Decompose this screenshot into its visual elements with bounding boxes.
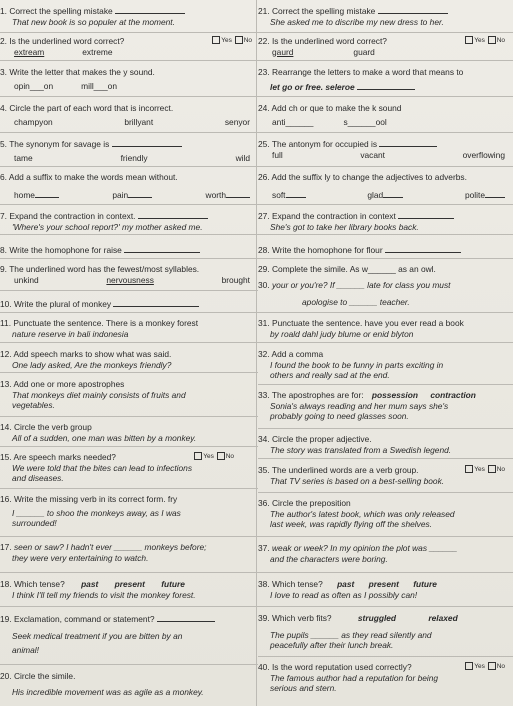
q-sentence: and diseases. — [12, 473, 64, 483]
q-text: Circle the part of each word that is incorrect. — [9, 103, 174, 113]
q-sentence: probably going to need glasses soon. — [270, 411, 409, 421]
q-text: Is the word reputation used correctly? — [271, 662, 412, 672]
q-text: Which tense? — [13, 579, 65, 589]
q-number: 15. — [0, 452, 12, 462]
yes-checkbox[interactable] — [194, 452, 202, 460]
q-text: Write the missing verb in its correct form. fry — [13, 494, 178, 504]
q-number: 26. — [258, 172, 270, 182]
no-checkbox[interactable] — [235, 36, 243, 44]
answer-blank[interactable] — [286, 189, 306, 198]
q-sentence: nature reserve in bali indonesia — [12, 328, 129, 339]
answer-blank[interactable] — [124, 244, 200, 253]
q-sentence: vegetables. — [12, 400, 55, 410]
no-checkbox[interactable] — [488, 36, 496, 44]
q-number: 27. — [258, 211, 270, 221]
q-number: 14. — [0, 422, 12, 432]
answer-blank[interactable] — [379, 138, 437, 147]
no-label: No — [496, 663, 505, 670]
option-possession[interactable]: possession — [371, 390, 418, 400]
q-number: 38. — [258, 579, 270, 589]
question-36 — [258, 492, 513, 530]
q-sentence: I ______ to shoo the monkeys away, as I was — [12, 507, 181, 518]
question-29 — [258, 258, 513, 275]
q-number: 22. — [258, 36, 270, 46]
q-number: 25. — [258, 139, 270, 149]
yes-checkbox[interactable] — [212, 36, 220, 44]
q-sentence: The famous author had a reputation for being — [270, 672, 439, 683]
q-number: 2. — [0, 36, 7, 46]
answer-blank[interactable] — [398, 210, 454, 219]
underlined-word: extream — [14, 46, 45, 57]
q-text: Exclamation, command or statement? — [13, 614, 155, 624]
question-33 — [258, 384, 513, 422]
word-option[interactable]: tame — [14, 152, 33, 163]
question-37 — [258, 536, 513, 564]
stem-word: glad — [367, 189, 384, 200]
question-17 — [0, 536, 258, 563]
q-sentence: let go or free. seleroe — [270, 81, 355, 92]
q-sentence: The pupils ______ as they read silently and — [270, 629, 432, 640]
question-8 — [0, 234, 258, 256]
q-sentence: She's got to take her library books back. — [270, 221, 419, 232]
question-35 — [258, 458, 513, 486]
word-option[interactable]: brought — [221, 274, 250, 285]
tense-option[interactable]: future — [161, 579, 185, 589]
q-sentence: apologise to ______ teacher. — [302, 296, 410, 307]
yes-label: Yes — [474, 663, 485, 670]
q-sentence: by roald dahl judy blume or enid blyton — [270, 328, 414, 339]
q-sentence: We were told that the bites can lead to infections — [12, 462, 193, 473]
question-1 — [0, 5, 258, 27]
question-15 — [0, 446, 258, 484]
q-number: 17. — [0, 542, 12, 552]
q-number: 39. — [258, 613, 270, 623]
q-text: Add ch or que to make the k sound — [271, 103, 402, 113]
tense-option[interactable]: past — [81, 579, 99, 589]
stem-word: worth — [205, 189, 226, 200]
question-27 — [258, 204, 513, 232]
yes-no-choice — [464, 465, 505, 476]
q-number: 20. — [0, 671, 12, 681]
tense-option[interactable]: present — [114, 579, 145, 589]
question-11 — [0, 312, 258, 339]
question-12 — [0, 342, 258, 370]
underlined-word: gaurd — [272, 46, 294, 57]
no-label: No — [225, 453, 234, 460]
word-gap: anti______ — [272, 116, 314, 127]
q-number: 3. — [0, 67, 7, 77]
no-checkbox[interactable] — [488, 662, 496, 670]
answer-blank[interactable] — [378, 5, 448, 14]
question-20 — [0, 664, 258, 697]
word-gap: mill___on — [81, 80, 117, 91]
q-text: Correct the spelling mistake — [271, 6, 376, 16]
q-text: Add speech marks to show what was said. — [13, 349, 172, 359]
question-16 — [0, 488, 258, 529]
q-text: The underlined word has the fewest/most syllables. — [9, 264, 200, 274]
yes-label: Yes — [221, 37, 232, 44]
q-text: Add a suffix to make the words mean without. — [8, 172, 178, 182]
q-number: 24. — [258, 103, 270, 113]
q-sentence: The author's latest book, which was only released — [270, 508, 455, 519]
q-text: Correct the spelling mistake — [9, 6, 113, 16]
word-gap: s______ool — [343, 116, 387, 127]
q-text: Write the homophone for raise — [9, 245, 122, 255]
question-21 — [258, 5, 513, 27]
question-7 — [0, 204, 258, 232]
answer-blank[interactable] — [385, 244, 461, 253]
stem-word: soft — [272, 189, 286, 200]
q-number: 4. — [0, 103, 7, 113]
word-option[interactable]: friendly — [120, 152, 148, 163]
q-number: 28. — [258, 245, 270, 255]
q-text: Add the suffix ly to change the adjectives to adverbs. — [271, 172, 467, 182]
q-text: Circle the verb group — [13, 422, 92, 432]
question-22 — [258, 32, 513, 57]
q-number: 13. — [0, 379, 12, 389]
word-option[interactable]: nervousness — [106, 274, 154, 285]
q-number: 40. — [258, 662, 270, 672]
yes-checkbox[interactable] — [465, 36, 473, 44]
answer-blank[interactable] — [357, 81, 415, 90]
yes-label: Yes — [474, 466, 485, 473]
answer-blank[interactable] — [35, 189, 59, 198]
q-number: 21. — [258, 6, 270, 16]
q-sentence: I love to read as often as I possibly can! — [270, 589, 418, 600]
word-option[interactable]: senyor — [224, 116, 250, 127]
question-26 — [258, 166, 513, 200]
q-sentence: surrounded! — [12, 518, 57, 528]
answer-blank[interactable] — [115, 5, 185, 14]
q-text: your or you're? If ______ late for class you must — [271, 280, 451, 290]
no-label: No — [496, 466, 505, 473]
question-31 — [258, 312, 513, 339]
alt-word: guard — [353, 46, 375, 57]
q-text: Rearrange the letters to make a word that means to — [271, 67, 464, 77]
question-9 — [0, 258, 258, 285]
q-text: Is the underlined word correct? — [9, 36, 125, 46]
question-6 — [0, 166, 258, 200]
q-sentence: That new book is so populer at the moment. — [12, 16, 175, 27]
question-30 — [258, 280, 513, 307]
question-10 — [0, 290, 258, 310]
q-text: Write the letter that makes the y sound. — [9, 67, 155, 77]
q-number: 5. — [0, 139, 7, 149]
q-number: 36. — [258, 498, 270, 508]
q-number: 30. — [258, 280, 270, 290]
q-sentence: I found the book to be funny in parts exciting in — [270, 359, 444, 370]
word-option[interactable]: brillyant — [124, 116, 154, 127]
q-number: 10. — [0, 299, 12, 309]
question-4 — [0, 96, 258, 127]
question-38 — [258, 572, 513, 600]
question-3 — [0, 60, 258, 91]
q-sentence: Sonia's always reading and her mum says she's — [270, 400, 449, 411]
q-text: Expand the contraction in context — [271, 211, 396, 221]
q-number: 12. — [0, 349, 12, 359]
tense-option[interactable]: present — [368, 579, 399, 589]
q-number: 35. — [258, 465, 270, 475]
q-sentence: That monkeys diet mainly consists of fruits and — [12, 389, 186, 400]
q-sentence: That TV series is based on a best-selling book. — [270, 475, 445, 486]
question-28 — [258, 234, 513, 256]
q-sentence: 'Where's your school report?' my mother asked me. — [12, 221, 203, 232]
question-18 — [0, 572, 258, 600]
q-text: The underlined words are a verb group. — [271, 465, 419, 475]
question-32 — [258, 342, 513, 381]
q-text: Which tense? — [271, 579, 323, 589]
no-checkbox[interactable] — [217, 452, 225, 460]
q-sentence: animal! — [12, 645, 39, 655]
tense-option[interactable]: past — [337, 579, 355, 589]
word-gap: opin___on — [14, 80, 54, 91]
q-number: 31. — [258, 318, 270, 328]
column-divider — [256, 0, 257, 706]
question-34 — [258, 428, 513, 455]
q-number: 16. — [0, 494, 12, 504]
q-sentence: The story was translated from a Swedish legend. — [270, 444, 452, 455]
answer-blank[interactable] — [157, 613, 215, 622]
answer-blank[interactable] — [138, 210, 208, 219]
q-sentence: they were very entertaining to watch. — [12, 552, 149, 563]
stem-word: polite — [464, 189, 485, 200]
question-13 — [0, 372, 258, 411]
word-option[interactable]: vacant — [360, 149, 386, 160]
question-19 — [0, 606, 258, 656]
verb-option[interactable]: struggled — [357, 613, 397, 623]
answer-blank[interactable] — [113, 298, 199, 307]
stem-word: pain — [112, 189, 129, 200]
q-text: Punctuate the sentence. There is a monkey forest — [13, 318, 199, 328]
no-label: No — [243, 37, 252, 44]
q-sentence: peacefully after their lunch break. — [270, 640, 394, 650]
q-text: Circle the preposition — [271, 498, 351, 508]
yes-no-choice — [193, 452, 234, 463]
alt-word: extreme — [82, 46, 113, 57]
q-sentence: I think I'll tell my friends to visit the monkey forest. — [12, 589, 196, 600]
q-sentence: serious and stern. — [270, 683, 337, 693]
q-sentence: All of a sudden, one man was bitten by a monkey. — [12, 432, 197, 443]
q-sentence: His incredible movement was as agile as a monkey. — [12, 686, 204, 697]
q-number: 11. — [0, 318, 12, 328]
q-text: Punctuate the sentence. have you ever read a book — [271, 318, 464, 328]
question-5 — [0, 132, 258, 163]
answer-blank[interactable] — [128, 189, 152, 198]
q-number: 19. — [0, 614, 12, 624]
question-39 — [258, 606, 513, 651]
question-14 — [0, 416, 258, 443]
q-number: 1. — [0, 6, 7, 16]
q-number: 7. — [0, 211, 7, 221]
q-number: 8. — [0, 245, 7, 255]
question-24 — [258, 96, 513, 127]
answer-blank[interactable] — [485, 189, 505, 198]
q-text: Is the underlined word correct? — [271, 36, 387, 46]
yes-checkbox[interactable] — [465, 662, 473, 670]
yes-checkbox[interactable] — [465, 465, 473, 473]
word-option[interactable]: unkind — [14, 274, 39, 285]
q-sentence: One lady asked, Are the monkeys friendly? — [12, 359, 172, 370]
word-option[interactable]: overflowing — [462, 149, 505, 160]
q-sentence: Seek medical treatment if you are bitten by an — [12, 630, 183, 641]
q-text: Complete the simile. As w______ as an owl. — [271, 264, 436, 274]
answer-blank[interactable] — [112, 138, 182, 147]
q-number: 6. — [0, 172, 7, 182]
q-text: Circle the simile. — [13, 671, 76, 681]
q-number: 32. — [258, 349, 270, 359]
q-text: weak or week? In my opinion the plot was ______ — [271, 543, 458, 553]
answer-blank[interactable] — [383, 189, 403, 198]
q-text: Add a comma — [271, 349, 324, 359]
q-number: 18. — [0, 579, 12, 589]
q-text: Circle the proper adjective. — [271, 434, 372, 444]
q-text: The apostrophes are for: — [271, 390, 364, 400]
question-23 — [258, 60, 513, 92]
q-number: 37. — [258, 543, 270, 553]
question-2 — [0, 32, 258, 57]
q-sentence: and the characters were boring. — [270, 553, 388, 564]
q-text: The synonym for savage is — [9, 139, 110, 149]
q-number: 34. — [258, 434, 270, 444]
no-label: No — [496, 37, 505, 44]
q-text: seen or saw? I hadn't ever ______ monkeys before; — [13, 542, 207, 552]
yes-label: Yes — [203, 453, 214, 460]
q-text: The antonym for occupied is — [271, 139, 378, 149]
yes-label: Yes — [474, 37, 485, 44]
q-number: 23. — [258, 67, 270, 77]
option-contraction[interactable]: contraction — [430, 390, 476, 400]
yes-no-choice — [464, 36, 505, 47]
answer-blank[interactable] — [226, 189, 250, 198]
word-option[interactable]: wild — [235, 152, 250, 163]
tense-option[interactable]: future — [413, 579, 437, 589]
q-number: 9. — [0, 264, 7, 274]
yes-no-choice — [464, 662, 505, 673]
q-number: 29. — [258, 264, 270, 274]
question-40 — [258, 656, 513, 694]
q-text: Add one or more apostrophes — [13, 379, 125, 389]
word-option[interactable]: champyon — [14, 116, 53, 127]
q-sentence: last week, was rapidly flying off the shelves. — [270, 519, 432, 529]
verb-option[interactable]: relaxed — [428, 613, 458, 623]
q-text: Write the plural of monkey — [13, 299, 112, 309]
yes-no-choice — [211, 36, 252, 47]
q-text: Write the homophone for flour — [271, 245, 383, 255]
no-checkbox[interactable] — [488, 465, 496, 473]
q-sentence: others and really sad at the end. — [270, 370, 390, 380]
q-text: Are speech marks needed? — [13, 452, 116, 462]
q-text: Expand the contraction in context. — [9, 211, 136, 221]
q-text: Which verb fits? — [271, 613, 332, 623]
word-option[interactable]: full — [272, 149, 283, 160]
q-number: 33. — [258, 390, 270, 400]
q-sentence: She asked me to discribe my new dress to her. — [270, 16, 444, 27]
question-25 — [258, 132, 513, 160]
stem-word: home — [14, 189, 35, 200]
